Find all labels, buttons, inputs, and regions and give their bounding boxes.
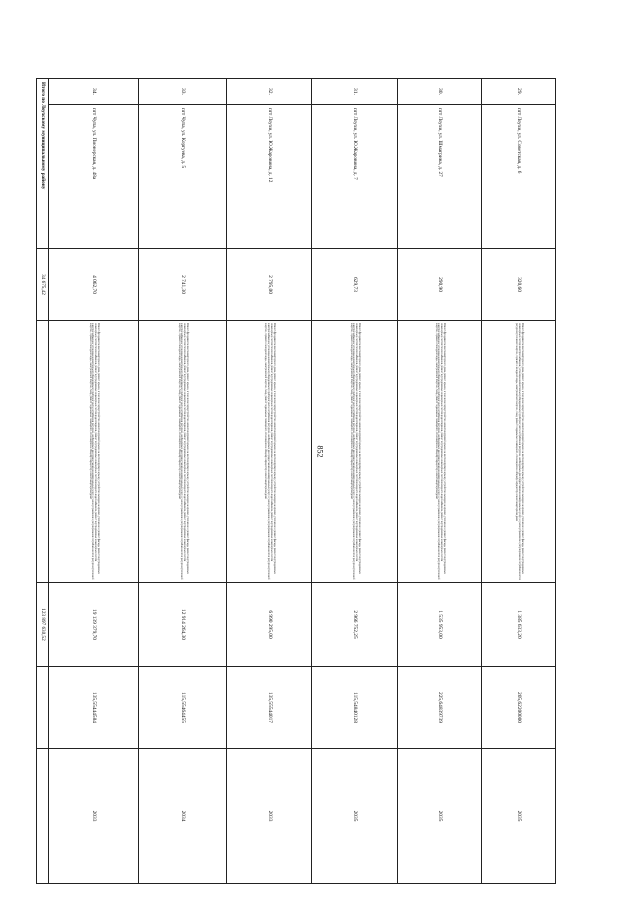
works-description-cell: Ремонт фундамента многоквартирного дома, ремонт крыши, в том числе переустройство невентилируемой крыши на вентилируемую крышу, устройство выходов на кровлю, утепление и ремонт фасада, ремонт внутридомовых инженерных систем электроснабжения, установка коллективных (общедомовых) приборов учета потребления ресурсов, необходимых для предоставления коммунальных услуг, и узлов управления и регулирования потребления этих ресурсов (тепловой энергии, горячей и холодной воды, электрической энергии, газа), ремонт подвальных помещений, относящихся к общему имуществу в многоквартирном доме	[482, 321, 556, 583]
table-row	[398, 79, 482, 884]
year-cell: 2034	[139, 749, 227, 884]
row-number: 30.	[398, 79, 482, 105]
total-cost: 123 897 630,52	[37, 583, 49, 667]
works-description-cell: Ремонт фундамента многоквартирного дома, ремонт крыши, в том числе переустройство невентилируемой крыши на вентилируемую крышу, устройство выходов на кровлю, утепление и ремонт фасада, ремонт внутридомовых инженерных систем теплоснабжения, ремонт внутридомовых инженерных систем водоотведения, ремонт внутридомовых инженерных систем холодного водоснабжения, ремонт внутридомовых инженерных систем электроснабжения, установка коллективных (общедомовых) приборов учета потребления ресурсов, необходимых для предоставления коммунальных услуг, и узлов управления и регулирования потребления этих ресурсов (тепловой энергии, горячей и холодной воды, электрической энергии, газа), ремонт подвальных помещений, относящихся к общему имуществу в многоквартирном доме	[227, 321, 312, 583]
works-description-cell: Ремонт фундамента многоквартирного дома, ремонт крыши, в том числе переустройство невентилируемой крыши на вентилируемую крышу, устройство выходов на кровлю, утепление и ремонт фасада, ремонт внутридомовых инженерных систем теплоснабжения, ремонт внутридомовых инженерных систем водоотведения, ремонт внутридомовых инженерных систем холодного водоснабжения, ремонт внутридомовых инженерных систем электроснабжения, установка коллективных (общедомовых) приборов учета потребления ресурсов, необходимых для предоставления коммунальных услуг, и узлов управления и регулирования потребления этих ресурсов (тепловой энергии, горячей и холодной воды, электрической энергии, газа), ремонт подвальных помещений, относящихся к общему имуществу в многоквартирном доме	[398, 321, 482, 583]
cost-cell: 1 535 953,00	[398, 583, 482, 667]
address-cell: пгт Лоухи, ул. Ю.Жаровина, д. 7	[312, 105, 398, 249]
address-cell: пгт Чупа, ул. Пионерская, д. 48а	[49, 105, 139, 249]
rate-cell: 115,54840128	[312, 667, 398, 749]
works-description-cell: Ремонт фундамента многоквартирного дома, ремонт крыши, в том числе переустройство невентилируемой крыши на вентилируемую крышу, устройство выходов на кровлю, утепление и ремонт фасада, ремонт внутридомовых инженерных систем теплоснабжения, ремонт внутридомовых инженерных систем водоотведения, ремонт внутридомовых инженерных систем холодного водоснабжения, ремонт внутридомовых инженерных систем электроснабжения, установка коллективных (общедомовых) приборов учета потребления ресурсов, необходимых для предоставления коммунальных услуг, и узлов управления и регулирования потребления этих ресурсов (тепловой энергии, горячей и холодной воды, электрической энергии, газа), ремонт подвальных помещений, относящихся к общему имуществу в многоквартирном доме	[139, 321, 227, 583]
address-cell: пгт Лоухи, ул. Ю.Жаровина, д. 12	[227, 105, 312, 249]
table-body	[37, 79, 556, 884]
address-cell: пгт Лоухи, ул. Шмагрина, д. 27	[398, 105, 482, 249]
table-row	[312, 79, 398, 884]
works-description-cell: Ремонт фундамента многоквартирного дома, ремонт крыши, в том числе переустройство невентилируемой крыши на вентилируемую крышу, устройство выходов на кровлю, утепление и ремонт фасада, ремонт внутридомовых инженерных систем теплоснабжения, ремонт внутридомовых инженерных систем водоотведения, ремонт внутридомовых инженерных систем холодного водоснабжения, ремонт внутридомовых инженерных систем электроснабжения, установка коллективных (общедомовых) приборов учета потребления ресурсов, необходимых для предоставления коммунальных услуг, и узлов управления и регулирования потребления этих ресурсов (тепловой энергии, горячей и холодной воды, электрической энергии, газа), ремонт подвальных помещений, относящихся к общему имуществу в многоквартирном доме	[49, 321, 139, 583]
total-empty-cell	[37, 321, 49, 583]
year-cell: 2035	[312, 749, 398, 884]
rate-cell: 135,55544017	[227, 667, 312, 749]
total-empty-cell	[37, 749, 49, 884]
rate-cell: 115,55464455	[139, 667, 227, 749]
year-cell: 2033	[49, 749, 139, 884]
total-label: Итого по Лоухскому муниципальному району	[37, 79, 49, 249]
rate-cell: 135,55444584	[49, 667, 139, 749]
total-area: 34 675,42	[37, 249, 49, 321]
row-number: 29.	[482, 79, 556, 105]
cost-cell: 1 385 633,20	[482, 583, 556, 667]
cost-cell: 19 139 379,70	[49, 583, 139, 667]
total-row	[37, 79, 49, 884]
year-cell: 2035	[482, 749, 556, 884]
rate-cell: 205,62200000	[482, 667, 556, 749]
year-cell: 2033	[227, 749, 312, 884]
area-cell: 2 741,30	[139, 249, 227, 321]
area-cell: 4 062,70	[49, 249, 139, 321]
year-cell: 2035	[398, 749, 482, 884]
cost-cell: 2 966 752,25	[312, 583, 398, 667]
area-cell: 290,90	[398, 249, 482, 321]
row-number: 32.	[227, 79, 312, 105]
area-cell: 629,73	[312, 249, 398, 321]
repair-program-table	[36, 78, 556, 884]
cost-cell: 12 914 264,30	[139, 583, 227, 667]
cost-cell: 6 990 295,00	[227, 583, 312, 667]
rate-cell: 225,64839739	[398, 667, 482, 749]
area-cell: 2 795,00	[227, 249, 312, 321]
page-number: 852	[315, 445, 325, 458]
address-cell: пгт Лоухи, ул. Советская, д. 6	[482, 105, 556, 249]
row-number: 31.	[312, 79, 398, 105]
works-description-cell: Ремонт фундамента многоквартирного дома, ремонт крыши, в том числе переустройство невентилируемой крыши на вентилируемую крышу, устройство выходов на кровлю, утепление и ремонт фасада, ремонт внутридомовых инженерных систем теплоснабжения, ремонт внутридомовых инженерных систем водоотведения, ремонт внутридомовых инженерных систем холодного водоснабжения, ремонт внутридомовых инженерных систем электроснабжения, установка коллективных (общедомовых) приборов учета потребления ресурсов, необходимых для предоставления коммунальных услуг, и узлов управления и регулирования потребления этих ресурсов (тепловой энергии, горячей и холодной воды, электрической энергии, газа), ремонт подвальных помещений, относящихся к общему имуществу в многоквартирном доме	[312, 321, 398, 583]
table-row	[139, 79, 227, 884]
table-row	[482, 79, 556, 884]
row-number: 33.	[139, 79, 227, 105]
row-number: 34.	[49, 79, 139, 105]
area-cell: 320,60	[482, 249, 556, 321]
total-empty-cell	[37, 667, 49, 749]
table-row	[227, 79, 312, 884]
table-row	[49, 79, 139, 884]
document-table-rotated	[40, 78, 556, 883]
address-cell: пгт Чупа, ул. Коргуева, д. 5	[139, 105, 227, 249]
